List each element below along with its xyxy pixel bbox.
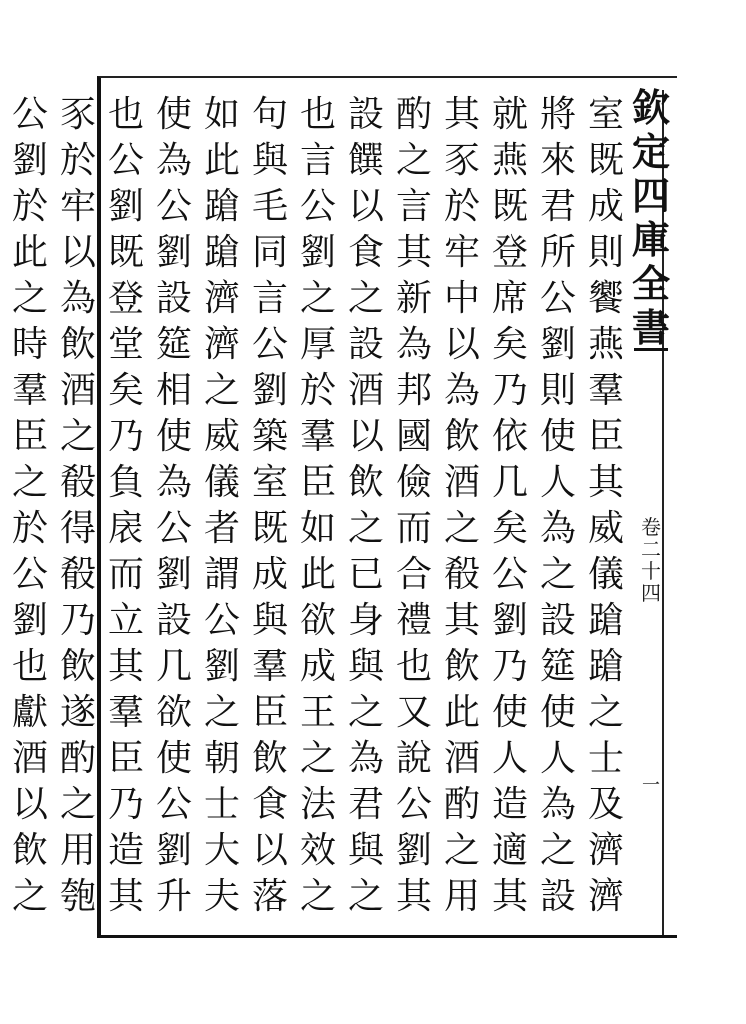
text-char: 也 (11, 646, 48, 687)
text-char: 以 (11, 784, 48, 825)
text-char: 几 (155, 646, 192, 687)
text-char: 豕 (443, 140, 480, 181)
text-char: 臣 (11, 416, 48, 457)
text-char: 於 (443, 186, 480, 227)
text-char: 其 (395, 232, 432, 273)
text-char: 設 (347, 94, 384, 135)
text-char: 劉 (539, 324, 576, 365)
text-char: 既 (107, 232, 144, 273)
text-char: 用 (443, 876, 480, 917)
text-char: 臣 (587, 416, 624, 457)
title-char: 庫 (631, 217, 670, 262)
text-char: 牢 (59, 186, 96, 227)
text-column (582, 92, 630, 922)
text-char: 牢 (443, 232, 480, 273)
text-char: 之 (539, 554, 576, 595)
text-char: 濟 (203, 278, 240, 319)
text-char: 威 (587, 508, 624, 549)
text-char: 成 (587, 186, 624, 227)
text-char: 之 (443, 830, 480, 871)
text-char: 之 (299, 876, 336, 917)
text-char: 酒 (443, 738, 480, 779)
text-char: 之 (11, 462, 48, 503)
text-char: 如 (299, 508, 336, 549)
text-char: 如 (203, 94, 240, 135)
text-char: 劉 (203, 646, 240, 687)
text-char: 儉 (395, 462, 432, 503)
text-char: 遂 (59, 692, 96, 733)
text-char: 饌 (347, 140, 384, 181)
text-char: 成 (251, 554, 288, 595)
text-char: 人 (491, 738, 528, 779)
text-char: 食 (347, 232, 384, 273)
text-char: 室 (587, 94, 624, 135)
text-char: 食 (251, 784, 288, 825)
text-columns (11, 92, 630, 922)
text-char: 為 (155, 462, 192, 503)
text-char: 公 (155, 186, 192, 227)
text-char: 身 (347, 600, 384, 641)
text-char: 其 (107, 646, 144, 687)
text-char: 登 (107, 278, 144, 319)
text-char: 也 (395, 646, 432, 687)
text-char: 劉 (155, 232, 192, 273)
text-char: 說 (395, 738, 432, 779)
text-char: 劉 (11, 140, 48, 181)
text-char: 之 (347, 692, 384, 733)
text-char: 以 (347, 186, 384, 227)
text-char: 其 (395, 876, 432, 917)
text-char: 之 (395, 140, 432, 181)
text-char: 飲 (59, 324, 96, 365)
volume-label (630, 516, 672, 604)
text-char: 濟 (203, 324, 240, 365)
page-mark: 一 (642, 775, 660, 796)
text-char: 為 (347, 738, 384, 779)
text-char: 席 (491, 278, 528, 319)
text-column (54, 92, 102, 922)
text-char: 羣 (11, 370, 48, 411)
text-char: 劉 (491, 600, 528, 641)
text-char: 酒 (11, 738, 48, 779)
text-char: 堂 (107, 324, 144, 365)
text-char: 朝 (203, 738, 240, 779)
text-char: 言 (251, 278, 288, 319)
text-char: 之 (347, 876, 384, 917)
text-char: 其 (443, 94, 480, 135)
text-char: 及 (587, 784, 624, 825)
text-char: 公 (155, 784, 192, 825)
text-char: 設 (347, 324, 384, 365)
text-char: 豕 (59, 94, 96, 135)
text-char: 几 (491, 462, 528, 503)
text-char: 劉 (395, 830, 432, 871)
text-char: 王 (299, 692, 336, 733)
text-char: 之 (299, 278, 336, 319)
text-char: 將 (539, 94, 576, 135)
text-char: 以 (347, 416, 384, 457)
text-char: 士 (587, 738, 624, 779)
text-column (246, 92, 294, 922)
text-char: 飲 (443, 416, 480, 457)
text-char: 也 (299, 94, 336, 135)
volume-char: 四 (641, 581, 661, 605)
text-char: 矣 (491, 324, 528, 365)
text-column (294, 92, 342, 922)
volume-char: 十 (641, 559, 661, 583)
text-char: 蹌 (203, 186, 240, 227)
text-char: 毛 (251, 186, 288, 227)
text-char: 蹌 (587, 646, 624, 687)
text-char: 落 (251, 876, 288, 917)
text-char: 之 (347, 508, 384, 549)
book-title (630, 86, 672, 350)
text-char: 為 (443, 370, 480, 411)
title-char: 全 (631, 261, 670, 306)
text-char: 燕 (491, 140, 528, 181)
text-char: 法 (299, 784, 336, 825)
text-char: 以 (443, 324, 480, 365)
text-char: 之 (59, 784, 96, 825)
text-char: 此 (443, 692, 480, 733)
text-char: 用 (59, 830, 96, 871)
text-char: 新 (395, 278, 432, 319)
volume-char: 卷 (641, 515, 661, 539)
text-char: 使 (155, 416, 192, 457)
text-char: 則 (539, 370, 576, 411)
text-char: 依 (491, 416, 528, 457)
text-char: 蹌 (587, 600, 624, 641)
text-char: 威 (203, 416, 240, 457)
text-char: 之 (443, 508, 480, 549)
text-char: 人 (539, 738, 576, 779)
text-char: 使 (539, 692, 576, 733)
text-char: 與 (347, 830, 384, 871)
text-char: 士 (203, 784, 240, 825)
text-char: 濟 (587, 830, 624, 871)
text-char: 其 (107, 876, 144, 917)
text-char: 酒 (59, 370, 96, 411)
text-char: 之 (587, 692, 624, 733)
text-char: 於 (11, 508, 48, 549)
text-char: 飲 (347, 462, 384, 503)
text-char: 飲 (251, 738, 288, 779)
text-char: 之 (347, 278, 384, 319)
text-char: 國 (395, 416, 432, 457)
text-char: 公 (107, 140, 144, 181)
text-column (102, 92, 150, 922)
text-char: 於 (59, 140, 96, 181)
text-char: 效 (299, 830, 336, 871)
text-char: 矣 (107, 370, 144, 411)
text-column (6, 92, 54, 922)
text-char: 以 (59, 232, 96, 273)
text-char: 筵 (155, 324, 192, 365)
text-char: 之 (11, 278, 48, 319)
text-char: 儀 (203, 462, 240, 503)
text-char: 於 (11, 186, 48, 227)
text-char: 臣 (251, 692, 288, 733)
text-char: 獻 (11, 692, 48, 733)
title-char: 欽 (631, 85, 670, 130)
text-char: 飲 (59, 646, 96, 687)
text-char: 其 (443, 600, 480, 641)
text-char: 言 (299, 140, 336, 181)
text-char: 所 (539, 232, 576, 273)
title-char: 書 (631, 305, 670, 350)
margin-column (630, 86, 672, 926)
text-char: 燕 (587, 324, 624, 365)
text-char: 與 (251, 140, 288, 181)
text-char: 蹌 (203, 232, 240, 273)
text-char: 邦 (395, 370, 432, 411)
text-char: 時 (11, 324, 48, 365)
text-char: 謂 (203, 554, 240, 595)
text-char: 為 (539, 784, 576, 825)
text-char: 已 (347, 554, 384, 595)
title-char: 四 (631, 173, 670, 218)
text-char: 乃 (107, 784, 144, 825)
text-char: 饗 (587, 278, 624, 319)
text-char: 適 (491, 830, 528, 871)
text-char: 其 (491, 876, 528, 917)
text-column (342, 92, 390, 922)
text-char: 厚 (299, 324, 336, 365)
text-char: 為 (539, 508, 576, 549)
text-char: 乃 (491, 646, 528, 687)
text-char: 之 (203, 370, 240, 411)
text-char: 相 (155, 370, 192, 411)
text-char: 公 (251, 324, 288, 365)
text-char: 扆 (107, 508, 144, 549)
text-char: 公 (395, 784, 432, 825)
text-char: 於 (299, 370, 336, 411)
text-char: 劉 (251, 370, 288, 411)
fishtail-mark (634, 322, 668, 351)
text-char: 就 (491, 94, 528, 135)
text-char: 中 (443, 278, 480, 319)
text-char: 得 (59, 508, 96, 549)
text-char: 公 (11, 94, 48, 135)
text-char: 羣 (107, 692, 144, 733)
title-char: 定 (631, 129, 670, 174)
text-char: 之 (539, 830, 576, 871)
text-char: 與 (347, 646, 384, 687)
text-char: 乃 (107, 416, 144, 457)
text-char: 乃 (59, 600, 96, 641)
text-char: 與 (251, 600, 288, 641)
text-char: 使 (155, 94, 192, 135)
text-char: 濟 (587, 876, 624, 917)
text-char: 使 (539, 416, 576, 457)
text-char: 矣 (491, 508, 528, 549)
text-char: 而 (395, 508, 432, 549)
text-char: 既 (251, 508, 288, 549)
text-column (438, 92, 486, 922)
text-char: 酒 (443, 462, 480, 503)
text-char: 君 (347, 784, 384, 825)
text-char: 築 (251, 416, 288, 457)
text-char: 羣 (299, 416, 336, 457)
text-column (198, 92, 246, 922)
text-char: 成 (299, 646, 336, 687)
text-char: 負 (107, 462, 144, 503)
text-char: 造 (491, 784, 528, 825)
text-char: 室 (251, 462, 288, 503)
text-char: 而 (107, 554, 144, 595)
text-char: 之 (203, 692, 240, 733)
text-char: 公 (11, 554, 48, 595)
text-char: 者 (203, 508, 240, 549)
text-char: 同 (251, 232, 288, 273)
text-char: 之 (11, 876, 48, 917)
text-column (534, 92, 582, 922)
text-char: 大 (203, 830, 240, 871)
text-char: 酒 (347, 370, 384, 411)
text-char: 既 (491, 186, 528, 227)
text-char: 此 (11, 232, 48, 273)
text-char: 其 (587, 462, 624, 503)
text-char: 句 (251, 94, 288, 135)
text-char: 人 (539, 462, 576, 503)
text-char: 君 (539, 186, 576, 227)
text-char: 此 (203, 140, 240, 181)
text-char: 飲 (443, 646, 480, 687)
text-char: 臣 (299, 462, 336, 503)
text-column (150, 92, 198, 922)
text-char: 來 (539, 140, 576, 181)
text-char: 也 (107, 94, 144, 135)
text-char: 酌 (59, 738, 96, 779)
text-char: 乃 (491, 370, 528, 411)
text-char: 公 (155, 508, 192, 549)
text-char: 酌 (395, 94, 432, 135)
text-char: 殽 (59, 554, 96, 595)
text-char: 羣 (587, 370, 624, 411)
text-char: 殽 (59, 462, 96, 503)
text-char: 臣 (107, 738, 144, 779)
text-char: 劉 (11, 600, 48, 641)
text-char: 公 (203, 600, 240, 641)
text-char: 欲 (155, 692, 192, 733)
text-char: 升 (155, 876, 192, 917)
volume-char: 二 (641, 537, 661, 561)
text-char: 劉 (155, 830, 192, 871)
text-char: 公 (299, 186, 336, 227)
text-char: 儀 (587, 554, 624, 595)
text-char: 劉 (299, 232, 336, 273)
text-char: 禮 (395, 600, 432, 641)
text-char: 夫 (203, 876, 240, 917)
text-char: 又 (395, 692, 432, 733)
text-char: 劉 (107, 186, 144, 227)
text-char: 造 (107, 830, 144, 871)
text-char: 劉 (155, 554, 192, 595)
text-char: 以 (251, 830, 288, 871)
text-char: 則 (587, 232, 624, 273)
text-char: 為 (395, 324, 432, 365)
text-char: 使 (491, 692, 528, 733)
text-char: 筵 (539, 646, 576, 687)
text-char: 公 (539, 278, 576, 319)
text-column (390, 92, 438, 922)
text-char: 設 (539, 876, 576, 917)
text-char: 為 (59, 278, 96, 319)
text-char: 言 (395, 186, 432, 227)
text-char: 殽 (443, 554, 480, 595)
text-char: 匏 (59, 876, 96, 917)
text-char: 酌 (443, 784, 480, 825)
text-char: 合 (395, 554, 432, 595)
text-char: 既 (587, 140, 624, 181)
text-char: 設 (155, 600, 192, 641)
text-column (486, 92, 534, 922)
text-char: 公 (491, 554, 528, 595)
text-char: 之 (59, 416, 96, 457)
text-char: 羣 (251, 646, 288, 687)
text-char: 設 (539, 600, 576, 641)
text-char: 登 (491, 232, 528, 273)
text-char: 設 (155, 278, 192, 319)
text-char: 使 (155, 738, 192, 779)
text-char: 之 (299, 738, 336, 779)
text-char: 欲 (299, 600, 336, 641)
text-char: 立 (107, 600, 144, 641)
text-char: 為 (155, 140, 192, 181)
text-char: 飲 (11, 830, 48, 871)
text-char: 此 (299, 554, 336, 595)
